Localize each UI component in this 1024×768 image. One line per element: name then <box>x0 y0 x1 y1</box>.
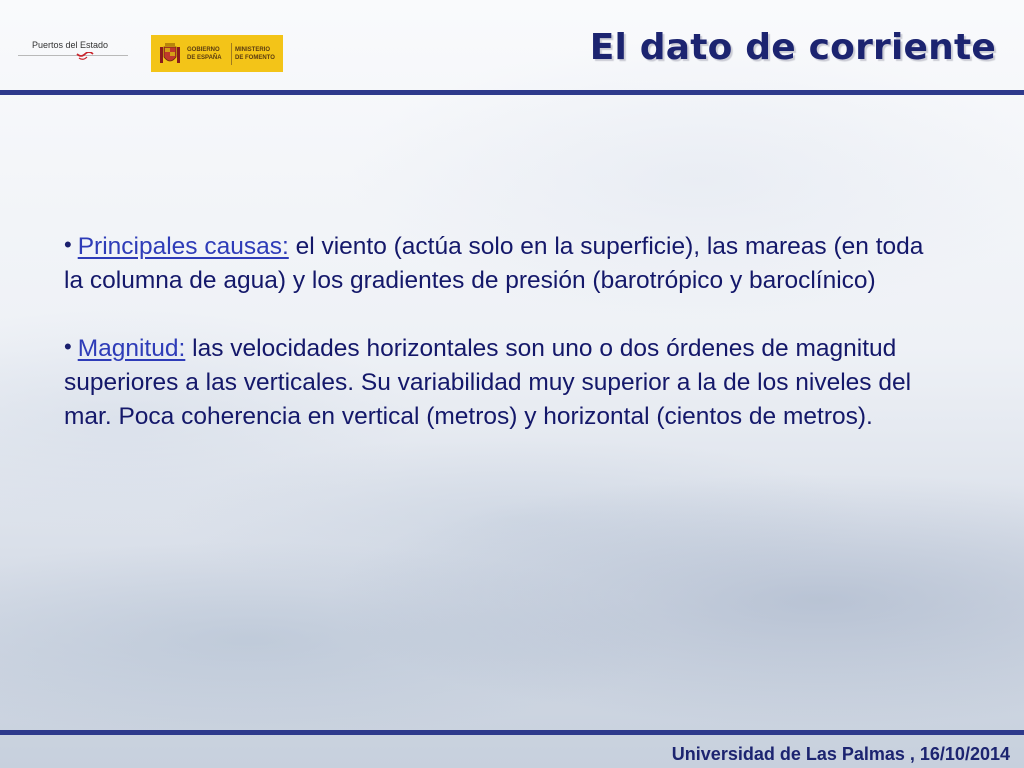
footer-text: Universidad de Las Palmas , 16/10/2014 <box>671 744 1010 764</box>
bullet-item <box>64 228 924 298</box>
footer-divider <box>0 730 1024 735</box>
ministerio-line-1: MINISTERIO <box>235 47 271 53</box>
bullet-icon: • <box>64 232 72 257</box>
term-link-magnitud[interactable]: Magnitud: <box>77 335 186 362</box>
slide-content <box>64 228 924 434</box>
wave-icon <box>76 52 94 60</box>
gobierno-text <box>187 46 222 62</box>
bullet-icon: • <box>64 334 72 359</box>
ministerio-text <box>235 46 275 62</box>
ministerio-line-2: DE FOMENTO <box>235 55 275 61</box>
header-divider <box>0 90 1024 95</box>
slide-title: El dato de corriente <box>589 27 996 68</box>
gobierno-line-2: DE ESPAÑA <box>187 55 222 61</box>
term-link-causas[interactable]: Principales causas: <box>77 233 289 260</box>
bullet-text: el viento (actúa solo en la superficie), las mareas (en toda la columna de agua) y los gradientes de presión (barotrópico y baroclínico) <box>64 233 924 294</box>
puertos-del-estado-logo <box>18 40 128 68</box>
bullet-text: las velocidades horizontales son uno o dos órdenes de magnitud superiores a las verticales. Su variabilidad muy superior a la de los niveles del mar. Poca coherencia en vertical (metros) y horizontal (cientos de metros). <box>64 335 912 430</box>
gobierno-line-1: GOBIERNO <box>187 47 220 53</box>
puertos-logo-line <box>18 55 128 56</box>
puertos-logo-text: Puertos del Estado <box>32 40 109 50</box>
coat-of-arms-icon <box>159 41 181 67</box>
gobierno-de-espana-logo <box>151 35 283 72</box>
bullet-item <box>64 330 924 434</box>
logo-separator <box>231 43 232 65</box>
